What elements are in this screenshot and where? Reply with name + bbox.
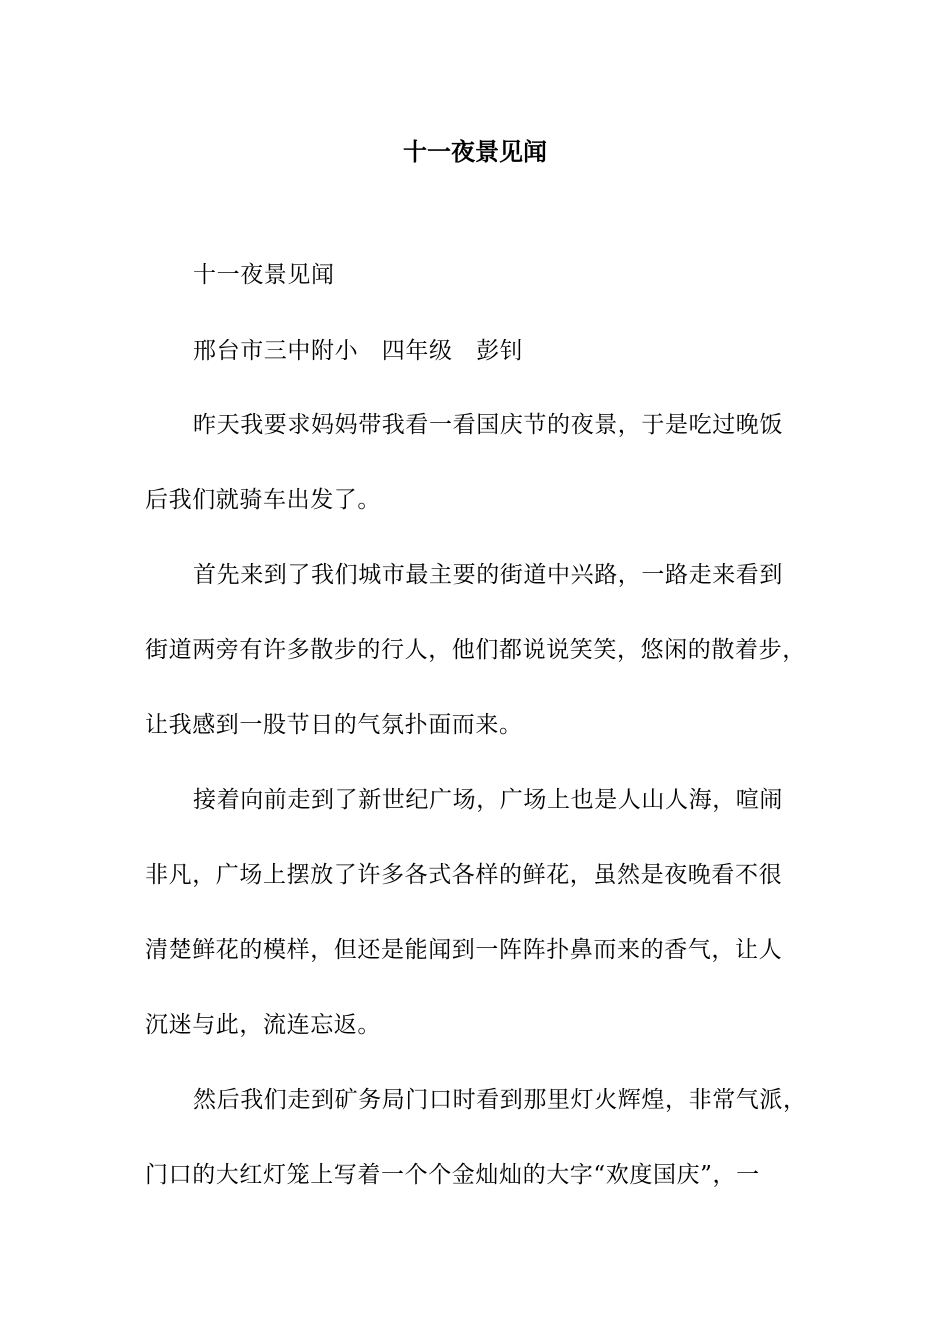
paragraph-line-subtitle: 十一夜景见闻 (193, 262, 335, 288)
paragraph-line: 门口的大红灯笼上写着一个个金灿灿的大字“欢度国庆”，一 (145, 1162, 760, 1188)
paragraph-line: 然后我们走到矿务局门口时看到那里灯火辉煌，非常气派， (193, 1087, 807, 1113)
document-title: 十一夜景见闻 (403, 137, 547, 166)
paragraph-line-author: 邢台市三中附小 四年级 彭钊 (193, 338, 524, 364)
paragraph-line: 后我们就骑车出发了。 (145, 487, 381, 513)
paragraph-line: 非凡，广场上摆放了许多各式各样的鲜花，虽然是夜晚看不很 (145, 862, 783, 888)
paragraph-line: 让我感到一股节日的气氛扑面而来。 (145, 712, 523, 738)
paragraph-line: 清楚鲜花的模样，但还是能闻到一阵阵扑鼻而来的香气，让人 (145, 937, 783, 963)
paragraph-line: 沉迷与此，流连忘返。 (145, 1012, 381, 1038)
paragraph-line: 昨天我要求妈妈带我看一看国庆节的夜景，于是吃过晚饭 (193, 412, 783, 438)
paragraph-line: 街道两旁有许多散步的行人，他们都说说笑笑，悠闲的散着步， (145, 637, 806, 663)
paragraph-line: 首先来到了我们城市最主要的街道中兴路，一路走来看到 (193, 562, 783, 588)
paragraph-line: 接着向前走到了新世纪广场，广场上也是人山人海，喧闹 (193, 787, 783, 813)
